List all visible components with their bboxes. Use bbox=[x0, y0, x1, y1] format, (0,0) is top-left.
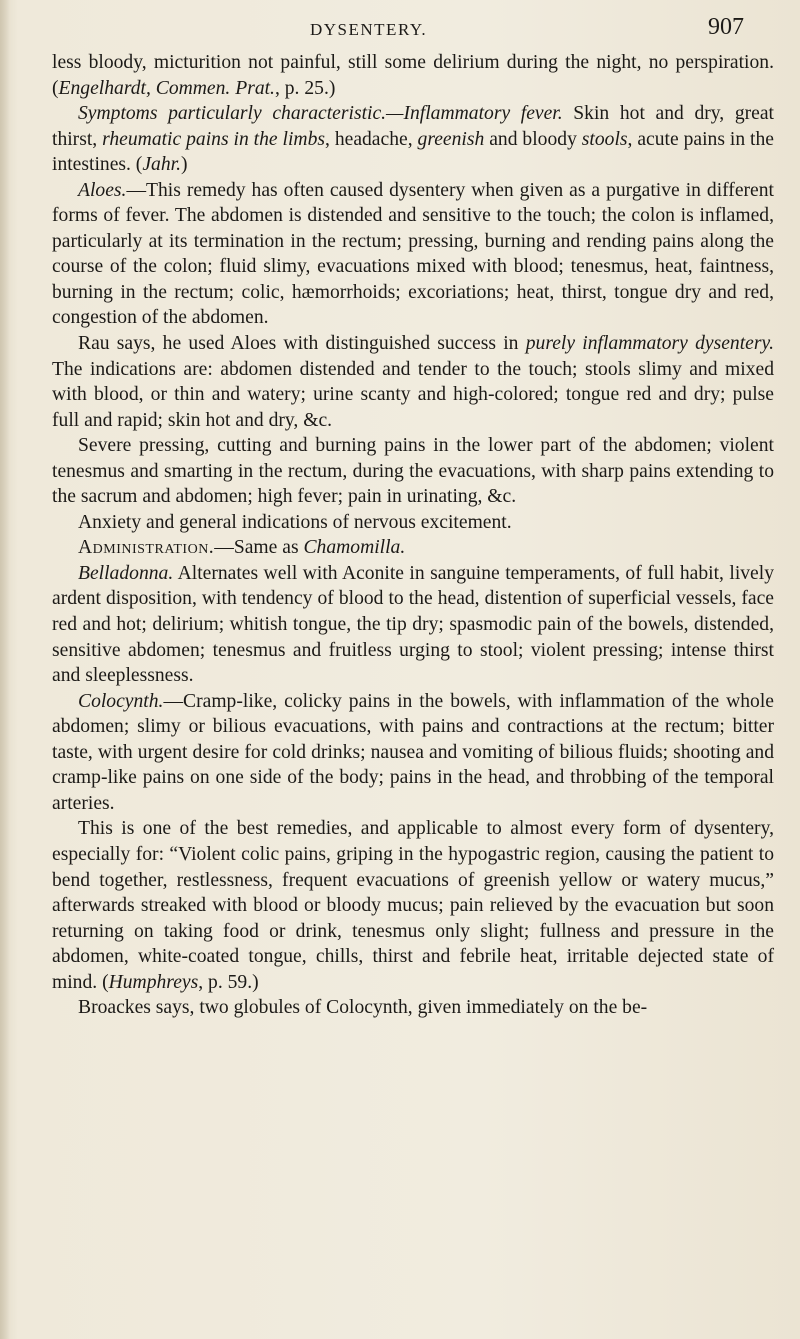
paragraph-belladonna: Belladonna. Alternates well with Aconite in sanguine temperaments, of full habit, lively ardent disposition, with tendency of blood to the head, distention of superficial vessels, face red and hot; delirium; whitish tongue, the tip dry; spasmodic pain of the bowels, distended, sensitive abdomen; tenesmus and fruitless urging to stool; violent pressing; intense thirst and sleeplessness. bbox=[52, 562, 774, 687]
paragraph-aloes: Aloes.—This remedy has often caused dysentery when given as a purgative in different forms of fever. The abdomen is distended and sensitive to the touch; the colon is inflamed, particularly at its termination in the rectum; pressing, burning and rending pains along the course of the colon; fluid slimy, evacuations mixed with blood; tenesmus, heat, faintness, burning in the rectum; colic, hæmorrhoids; excoriations; heat, thirst, tongue dry and red, congestion of the abdomen. bbox=[52, 179, 774, 329]
paragraph-broackes: Broackes says, two globules of Colocynth, given immediately on the be- bbox=[78, 997, 648, 1019]
page-number: 907 bbox=[708, 14, 744, 40]
paragraph-symptoms: Symptoms particularly characteristic.—Inflammatory fever. Skin hot and dry, great thirst, rheumatic pains in the limbs, headache, greenish and bloody stools, acute pains in the intestines. (Jahr.) bbox=[52, 103, 774, 176]
paragraph-rau: Rau says, he used Aloes with distinguished success in purely inflammatory dysentery. The indications are: abdomen distended and tender to the touch; stools slimy and mixed with blood, or thin and watery; urine scanty and high-colored; tongue red and dry; pulse full and rapid; skin hot and dry, &c. bbox=[52, 333, 774, 431]
paragraph-severe-pains: Severe pressing, cutting and burning pains in the lower part of the abdomen; violent tenesmus and smarting in the rectum, during the evacuations, with sharp pains extending to the sacrum and abdomen; high fever; pain in urinating, &c. bbox=[52, 435, 774, 508]
running-title: DYSENTERY. bbox=[310, 20, 428, 39]
paragraph-administration: Administration.—Same as Chamomilla. bbox=[78, 537, 406, 559]
running-head bbox=[0, 14, 800, 46]
paragraph-anxiety: Anxiety and general indications of nervous excitement. bbox=[78, 511, 512, 533]
paragraph-colocynth: Colocynth.—Cramp-like, colicky pains in the bowels, with inflammation of the whole abdomen; slimy or bilious evacuations, with pains and contractions at the rectum; bitter taste, with urgent desire for cold drinks; nausea and vomiting of bilious fluids; shooting and cramp-like pains on one side of the body; pains in the head, and throbbing of the temporal arteries. bbox=[52, 690, 774, 814]
paragraph-continuation: less bloody, micturition not painful, still some delirium during the night, no perspiration. (Engelhardt, Commen. Prat., p. 25.) bbox=[52, 52, 774, 99]
body-text bbox=[52, 50, 774, 1021]
paragraph-best-remedies: This is one of the best remedies, and applicable to almost every form of dysentery, especially for: “Violent colic pains, griping in the hypogastric region, causing the patient to bend together, restlessness, frequent evacuations of greenish yellow or watery mucus,” afterwards streaked with blood or bloody mucus; pain relieved by the evacuation but soon returning on taking food or drink, tenesmus only slight; fullness and pressure in the abdomen, white-coated tongue, chills, thirst and febrile heat, irritable dejected state of mind. (Humphreys, p. 59.) bbox=[52, 818, 774, 993]
spine-shadow bbox=[0, 0, 10, 1339]
